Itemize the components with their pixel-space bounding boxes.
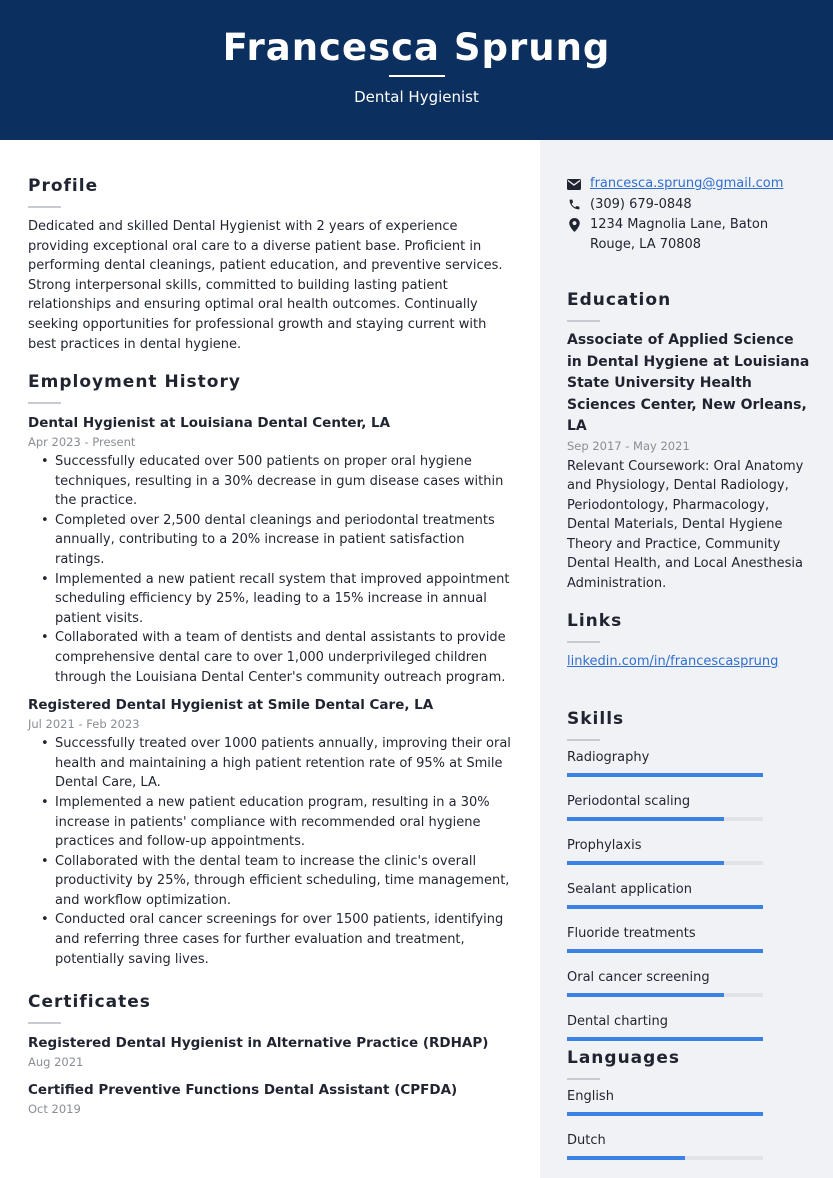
skill-name: Dental charting bbox=[567, 1014, 668, 1029]
linkedin-link[interactable]: linkedin.com/in/francescasprung bbox=[567, 654, 779, 669]
languages-section bbox=[567, 1048, 812, 1160]
skill-level-bar bbox=[567, 861, 763, 865]
languages-heading: Languages bbox=[567, 1048, 680, 1068]
job-bullet-list bbox=[28, 734, 513, 969]
certificate-item bbox=[28, 1034, 513, 1070]
section-divider bbox=[567, 739, 600, 741]
education-degree: Associate of Applied Science in Dental Hygiene at Louisiana State University Health Sciences Center, New Orleans, LA bbox=[567, 332, 810, 434]
certificate-item bbox=[28, 1081, 513, 1117]
envelope-icon bbox=[567, 177, 581, 191]
skill-level-fill bbox=[567, 905, 763, 909]
profile-section bbox=[28, 176, 513, 354]
skill-level-bar bbox=[567, 773, 763, 777]
employment-section bbox=[28, 372, 513, 969]
skill-level-bar bbox=[567, 817, 763, 821]
profile-text: Dedicated and skilled Dental Hygienist with 2 years of experience providing exceptional oral care to a diverse patient base. Proficient in performing dental cleanings, patient education, and preventive services. Strong interpersonal skills, committed to building lasting patient relationships and ensuring optimal oral health outcomes. Continually seeking opportunities for professional growth and staying current with best practices in dental hygiene. bbox=[28, 219, 503, 352]
skill-item bbox=[567, 836, 812, 865]
education-description: Relevant Coursework: Oral Anatomy and Physiology, Dental Radiology, Periodontology, Pharmacology, Dental Materials, Dental Hygiene Theory and Practice, Community Dental Health, and Local Anesthesia Administration. bbox=[567, 458, 804, 592]
email-link[interactable]: francesca.sprung@gmail.com bbox=[590, 176, 784, 191]
skill-level-bar bbox=[567, 993, 763, 997]
contact-phone bbox=[567, 195, 812, 215]
job-bullet: • Completed over 2,500 dental cleanings and periodontal treatments annually, contributing to a 20% increase in patient satisfaction ratings. bbox=[28, 511, 513, 570]
skill-item bbox=[567, 792, 812, 821]
languages-list bbox=[567, 1087, 812, 1160]
links-heading: Links bbox=[567, 611, 623, 631]
education-section bbox=[567, 290, 812, 594]
skill-item bbox=[567, 968, 812, 997]
job-bullet: • Implemented a new patient recall system that improved appointment scheduling efficiency by 25%, leading to a 15% increase in annual patient visits. bbox=[28, 570, 513, 629]
certificate-title: Registered Dental Hygienist in Alternative Practice (RDHAP) bbox=[28, 1035, 489, 1051]
language-item bbox=[567, 1131, 812, 1160]
job-bullet: • Successfully treated over 1000 patients annually, improving their oral health and maintaining a high patient retention rate of 95% at Smile Dental Care, LA. bbox=[28, 734, 513, 793]
skill-level-fill bbox=[567, 861, 724, 865]
skill-name: Fluoride treatments bbox=[567, 926, 696, 941]
links-section bbox=[567, 611, 812, 672]
education-heading: Education bbox=[567, 290, 672, 310]
skill-level-bar bbox=[567, 949, 763, 953]
job-entry-title: Dental Hygienist at Louisiana Dental Center, LA bbox=[28, 415, 391, 431]
phone-number: (309) 679-0848 bbox=[590, 196, 692, 212]
skill-item bbox=[567, 880, 812, 909]
job-entry bbox=[28, 414, 513, 687]
language-level-fill bbox=[567, 1156, 685, 1160]
job-bullet-list bbox=[28, 452, 513, 687]
job-entry-title: Registered Dental Hygienist at Smile Dental Care, LA bbox=[28, 697, 434, 714]
skill-item bbox=[567, 748, 812, 777]
skill-name: Prophylaxis bbox=[567, 838, 642, 853]
job-bullet: • Implemented a new patient education program, resulting in a 30% increase in patients' compliance with recommended oral hygiene practices and follow-up appointments. bbox=[28, 793, 513, 852]
contact-address bbox=[567, 215, 812, 254]
section-divider bbox=[28, 402, 61, 404]
certificate-date: Aug 2021 bbox=[28, 1055, 84, 1069]
header-divider bbox=[389, 75, 445, 77]
candidate-name: Francesca Sprung bbox=[222, 26, 611, 69]
skills-heading: Skills bbox=[567, 709, 625, 729]
language-item bbox=[567, 1087, 812, 1116]
skill-name: Periodontal scaling bbox=[567, 794, 691, 809]
skill-name: Radiography bbox=[567, 750, 650, 765]
language-name: English bbox=[567, 1089, 614, 1104]
skill-item bbox=[567, 1012, 812, 1041]
job-bullet: • Collaborated with the dental team to increase the clinic's overall productivity by 25%, through efficient scheduling, time management, and workflow optimization. bbox=[28, 852, 513, 911]
job-title: Dental Hygienist bbox=[354, 88, 479, 106]
certificate-date: Oct 2019 bbox=[28, 1102, 81, 1116]
skills-list bbox=[567, 748, 812, 1041]
profile-heading: Profile bbox=[28, 176, 99, 196]
phone-icon bbox=[567, 198, 581, 212]
contact-email bbox=[567, 174, 812, 194]
section-divider bbox=[567, 320, 600, 322]
skill-level-fill bbox=[567, 993, 724, 997]
language-name: Dutch bbox=[567, 1133, 606, 1148]
language-level-bar bbox=[567, 1156, 763, 1160]
language-level-fill bbox=[567, 1112, 763, 1116]
job-entry-dates: Apr 2023 - Present bbox=[28, 435, 136, 449]
map-pin-icon bbox=[567, 218, 581, 232]
skill-level-fill bbox=[567, 773, 763, 777]
skills-section bbox=[567, 709, 812, 1041]
section-divider bbox=[567, 641, 600, 643]
skill-level-fill bbox=[567, 817, 724, 821]
skill-name: Oral cancer screening bbox=[567, 970, 710, 985]
certificate-title: Certified Preventive Functions Dental Assistant (CPFDA) bbox=[28, 1082, 458, 1098]
skill-name: Sealant application bbox=[567, 882, 692, 897]
employment-heading: Employment History bbox=[28, 372, 241, 392]
education-dates: Sep 2017 - May 2021 bbox=[567, 438, 690, 453]
job-bullet: • Successfully educated over 500 patients on proper oral hygiene techniques, resulting in a 30% decrease in gum disease cases within the practice. bbox=[28, 452, 513, 511]
resume-header bbox=[0, 0, 833, 140]
job-bullet: • Collaborated with a team of dentists and dental assistants to provide comprehensive dental care to over 1,000 underprivileged children through the Louisiana Dental Center's community outreach program. bbox=[28, 628, 513, 687]
skill-level-fill bbox=[567, 949, 763, 953]
skill-level-fill bbox=[567, 1037, 763, 1041]
job-entry-dates: Jul 2021 - Feb 2023 bbox=[28, 717, 140, 732]
skill-item bbox=[567, 924, 812, 953]
job-entry bbox=[28, 696, 513, 969]
language-level-bar bbox=[567, 1112, 763, 1116]
section-divider bbox=[567, 1078, 600, 1080]
address-text: 1234 Magnolia Lane, Baton Rouge, LA 70808 bbox=[590, 217, 769, 252]
skill-level-bar bbox=[567, 1037, 763, 1041]
certificates-section bbox=[28, 992, 513, 1117]
contact-section bbox=[567, 174, 812, 255]
section-divider bbox=[28, 1022, 61, 1024]
certificates-heading: Certificates bbox=[28, 992, 151, 1012]
job-bullet: • Conducted oral cancer screenings for over 1500 patients, identifying and referring three cases for further evaluation and treatment, potentially saving lives. bbox=[28, 910, 513, 969]
section-divider bbox=[28, 206, 61, 208]
skill-level-bar bbox=[567, 905, 763, 909]
